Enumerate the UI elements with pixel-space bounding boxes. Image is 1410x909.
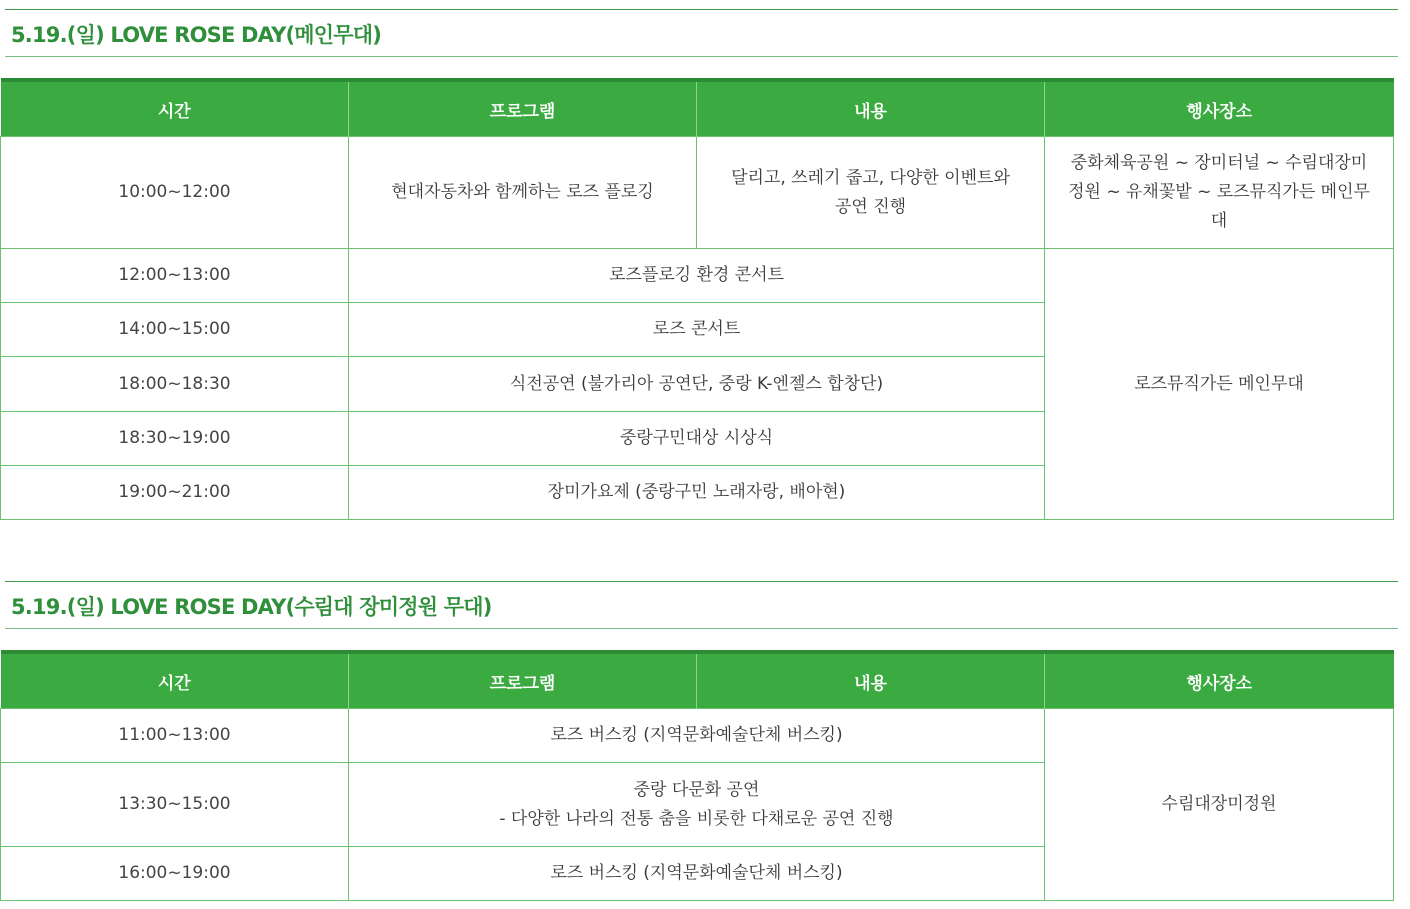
section-title-bar [5,9,1398,57]
table-row [1,249,1394,303]
program-cell: 로즈 콘서트 [349,303,1045,357]
header-time: 시간 [1,652,349,709]
program-cell: 로즈플로깅 환경 콘서트 [349,249,1045,303]
table-row [1,709,1394,763]
schedule-section-rose-garden [5,581,1398,629]
header-time: 시간 [1,80,349,137]
header-program: 프로그램 [349,652,697,709]
time-cell: 18:30~19:00 [1,412,349,466]
content-cell [697,137,1045,249]
program-cell: 식전공연 (불가리아 공연단, 중랑 K-엔젤스 합창단) [349,357,1045,412]
program-line: 중랑 다문화 공연 [633,779,760,800]
table-header-row [1,652,1394,709]
program-cell: 로즈 버스킹 (지역문화예술단체 버스킹) [349,847,1045,901]
header-content: 내용 [697,652,1045,709]
venue-line: 중화체육공원 ~ 장미터널 ~ 수림대장미 [1070,153,1368,173]
program-cell: 중랑구민대상 시상식 [349,412,1045,466]
header-venue: 행사장소 [1045,652,1394,709]
content-line: 달리고, 쓰레기 줍고, 다양한 이벤트와 [731,167,1010,188]
header-program: 프로그램 [349,80,697,137]
venue-line: 정원 ~ 유채꽃밭 ~ 로즈뮤직가든 메인무 [1068,182,1370,202]
header-venue: 행사장소 [1045,80,1394,137]
schedule-section-main-stage [5,9,1398,57]
section-title: 5.19.(일) LOVE ROSE DAY(수림대 장미정원 무대) [11,595,492,619]
time-cell: 11:00~13:00 [1,709,349,763]
program-cell [349,763,1045,847]
time-cell: 12:00~13:00 [1,249,349,303]
content-line: 공연 진행 [834,196,907,217]
venue-cell-merged: 수림대장미정원 [1045,709,1394,901]
venue-cell [1045,137,1394,249]
program-cell: 로즈 버스킹 (지역문화예술단체 버스킹) [349,709,1045,763]
time-cell: 16:00~19:00 [1,847,349,901]
table-row [1,137,1394,249]
program-cell: 현대자동차와 함께하는 로즈 플로깅 [349,137,697,249]
schedule-table-main-stage [0,78,1394,520]
venue-cell-merged: 로즈뮤직가든 메인무대 [1045,249,1394,520]
time-cell: 13:30~15:00 [1,763,349,847]
time-cell: 19:00~21:00 [1,466,349,520]
schedule-table-rose-garden [0,650,1394,901]
time-cell: 14:00~15:00 [1,303,349,357]
venue-line: 대 [1210,211,1228,231]
program-cell: 장미가요제 (중랑구민 노래자랑, 배아현) [349,466,1045,520]
time-cell: 18:00~18:30 [1,357,349,412]
section-title: 5.19.(일) LOVE ROSE DAY(메인무대) [11,23,382,47]
time-cell: 10:00~12:00 [1,137,349,249]
header-content: 내용 [697,80,1045,137]
section-title-bar [5,581,1398,629]
table-header-row [1,80,1394,137]
program-line: - 다양한 나라의 전통 춤을 비롯한 다채로운 공연 진행 [499,808,894,829]
